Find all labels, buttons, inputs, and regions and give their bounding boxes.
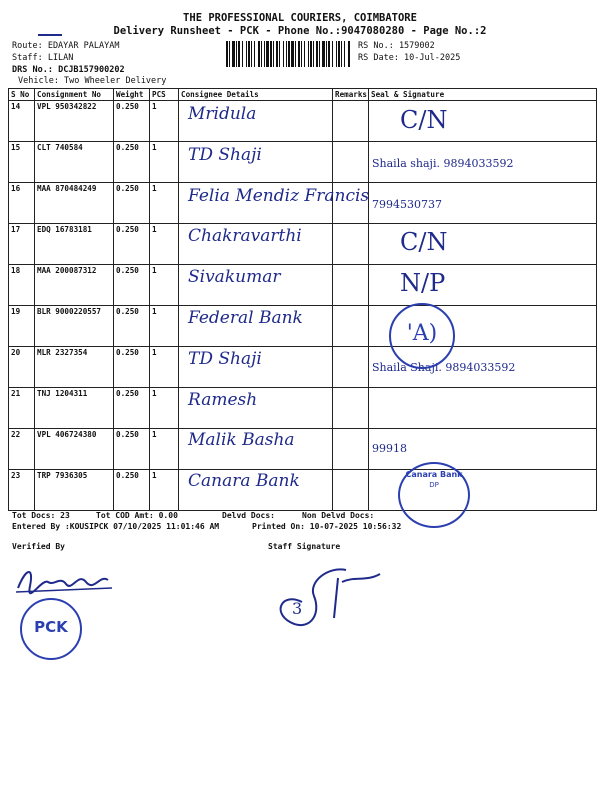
cell-cons: BLR 9000220557: [35, 306, 114, 347]
table-row: [9, 470, 597, 511]
barcode-bar: [348, 41, 350, 67]
barcode-bar: [308, 41, 309, 67]
barcode-bar: [310, 41, 312, 67]
drs-value: DCJB157900202: [58, 65, 125, 75]
pck-stamp: [20, 598, 82, 660]
cell-sno: 20: [9, 347, 35, 388]
handwritten-consignee: TD Shaji: [188, 348, 262, 369]
handwritten-seal: 99918: [372, 442, 407, 456]
cell-cons: VPL 950342822: [35, 101, 114, 142]
handwritten-consignee: Federal Bank: [188, 308, 303, 328]
handwritten-seal: C/N: [400, 228, 448, 257]
remarks-cell: [333, 470, 369, 511]
barcode-bar: [336, 41, 337, 67]
cell-weight: 0.250: [114, 183, 150, 224]
barcode-bar: [338, 41, 340, 67]
col-header-consignment: Consignment No: [35, 89, 114, 101]
remarks-cell: [333, 306, 369, 347]
cell-cons: TRP 7936305: [35, 470, 114, 511]
handwritten-consignee: Mridula: [188, 104, 257, 124]
rs-date: RS Date: 10-Jul-2025: [358, 53, 461, 63]
company-name: THE PROFESSIONAL COURIERS, COIMBATORE: [183, 12, 417, 24]
table-row: [9, 101, 597, 142]
handwritten-consignee: Felia Mendiz Francis: [188, 185, 370, 206]
table-header-row: [9, 89, 597, 101]
cell-pcs: 1: [150, 388, 179, 429]
barcode-bar: [229, 41, 230, 67]
cell-sno: 17: [9, 224, 35, 265]
total-cod: Tot COD Amt: 0.00: [96, 511, 178, 520]
cell-sno: 19: [9, 306, 35, 347]
table-row: [9, 429, 597, 470]
cell-weight: 0.250: [114, 388, 150, 429]
cell-sno: 22: [9, 429, 35, 470]
remarks-cell: [333, 388, 369, 429]
handwritten-seal: N/P: [400, 269, 446, 298]
cell-sno: 18: [9, 265, 35, 306]
col-header-sno: S No: [9, 89, 35, 101]
staff-signature: [262, 552, 392, 632]
cell-sno: 15: [9, 142, 35, 183]
barcode-bar: [242, 41, 243, 67]
barcode-bar: [295, 41, 296, 67]
non-delivered-docs: Non Delvd Docs:: [302, 511, 375, 520]
cell-weight: 0.250: [114, 224, 150, 265]
remarks-cell: [333, 347, 369, 388]
col-header-pcs: PCS: [150, 89, 179, 101]
drs-label: DRS No.:: [12, 65, 53, 75]
barcode-bar: [273, 41, 274, 67]
remarks-cell: [333, 265, 369, 306]
col-header-weight: Weight: [114, 89, 150, 101]
federal-bank-seal: [389, 303, 455, 369]
verifier-signature: [12, 558, 122, 598]
table-row: [9, 265, 597, 306]
cell-cons: MAA 870484249: [35, 183, 114, 224]
runsheet-table: [8, 88, 597, 511]
col-header-remarks: Remarks: [333, 89, 369, 101]
barcode-bar: [276, 41, 278, 67]
staff-text: Staff: LILAN: [12, 53, 74, 63]
barcode-bar: [232, 41, 235, 67]
barcode-bar: [238, 41, 240, 67]
delivered-docs: Delvd Docs:: [222, 511, 275, 520]
table-row: [9, 388, 597, 429]
staff-signature-label: Staff Signature: [268, 542, 341, 551]
barcode-bar: [341, 41, 342, 67]
canara-stamp-detail: DP: [429, 481, 439, 489]
canara-bank-stamp: [398, 462, 470, 528]
barcode-bar: [316, 41, 318, 67]
barcode-bar: [326, 41, 327, 67]
barcode-bar: [291, 41, 294, 67]
cell-pcs: 1: [150, 142, 179, 183]
barcode-bar: [304, 41, 305, 67]
barcode-bar: [236, 41, 237, 67]
col-header-seal: Seal & Signature: [369, 89, 597, 101]
handwritten-consignee: Canara Bank: [188, 471, 300, 492]
remarks-cell: [333, 224, 369, 265]
pck-stamp-text: PCK: [34, 618, 68, 636]
barcode-bar: [332, 41, 333, 67]
verified-by-label: Verified By: [12, 542, 65, 551]
barcode-bar: [270, 41, 272, 67]
drs-number: [12, 65, 125, 75]
barcode-bar: [266, 41, 269, 67]
printed-on: Printed On: 10-07-2025 10:56:32: [252, 522, 402, 531]
total-docs: Tot Docs: 23: [12, 511, 70, 520]
barcode-bar: [319, 41, 320, 67]
handwritten-seal: C/N: [400, 106, 448, 134]
barcode-bar: [264, 41, 265, 67]
cell-pcs: 1: [150, 429, 179, 470]
handwritten-consignee: Sivakumar: [188, 267, 281, 288]
handwritten-seal: Shaila shaji. 9894033592: [372, 156, 514, 170]
handwritten-consignee: TD Shaji: [188, 144, 262, 165]
barcode-bar: [251, 41, 252, 67]
barcode-bar: [322, 41, 325, 67]
remarks-cell: [333, 142, 369, 183]
table-row: [9, 224, 597, 265]
cell-weight: 0.250: [114, 429, 150, 470]
handwritten-consignee: Malik Basha: [188, 430, 295, 451]
barcode-bar: [301, 41, 302, 67]
cell-weight: 0.250: [114, 306, 150, 347]
remarks-cell: [333, 101, 369, 142]
cell-sno: 23: [9, 470, 35, 511]
barcode-bar: [283, 41, 284, 67]
barcode-bar: [246, 41, 247, 67]
barcode-bar: [279, 41, 280, 67]
seal-cell: [369, 388, 597, 429]
handwritten-consignee: Chakravarthi: [188, 226, 302, 247]
entered-by: Entered By :KOUSIPCK 07/10/2025 11:01:46 AM: [12, 522, 220, 531]
col-header-consignee: Consignee Details: [179, 89, 333, 101]
cell-cons: TNJ 1204311: [35, 388, 114, 429]
cell-sno: 21: [9, 388, 35, 429]
barcode-bar: [328, 41, 330, 67]
handwritten-seal: 7994530737: [372, 197, 442, 211]
cell-cons: EDQ 16783181: [35, 224, 114, 265]
svg-text:3: 3: [292, 599, 303, 618]
cell-sno: 14: [9, 101, 35, 142]
cell-weight: 0.250: [114, 265, 150, 306]
barcode-bar: [248, 41, 250, 67]
cell-cons: MLR 2327354: [35, 347, 114, 388]
cell-pcs: 1: [150, 470, 179, 511]
canara-stamp-text: Canara Bank: [405, 470, 463, 479]
handwritten-seal: Shaila Shaji. 9894033592: [372, 360, 516, 374]
cell-cons: MAA 200087312: [35, 265, 114, 306]
cell-pcs: 1: [150, 306, 179, 347]
cell-weight: 0.250: [114, 101, 150, 142]
cell-weight: 0.250: [114, 142, 150, 183]
remarks-cell: [333, 429, 369, 470]
barcode-bar: [226, 41, 228, 67]
seal-mark: 'A): [406, 321, 438, 346]
barcode: [226, 41, 352, 67]
barcode-bar: [254, 41, 255, 67]
cell-cons: CLT 740584: [35, 142, 114, 183]
barcode-bar: [313, 41, 314, 67]
barcode-bar: [288, 41, 290, 67]
vehicle-text: Vehicle: Two Wheeler Delivery: [18, 76, 167, 86]
cell-pcs: 1: [150, 265, 179, 306]
cell-weight: 0.250: [114, 470, 150, 511]
rs-number: RS No.: 1579002: [358, 41, 435, 51]
cell-sno: 16: [9, 183, 35, 224]
cell-weight: 0.250: [114, 347, 150, 388]
cell-pcs: 1: [150, 347, 179, 388]
cell-cons: VPL 406724380: [35, 429, 114, 470]
barcode-bar: [286, 41, 287, 67]
cell-pcs: 1: [150, 183, 179, 224]
pen-mark: [38, 34, 62, 36]
cell-pcs: 1: [150, 224, 179, 265]
runsheet-title: Delivery Runsheet - PCK - Phone No.:9047080280 - Page No.:2: [113, 25, 487, 37]
handwritten-consignee: Ramesh: [188, 389, 258, 410]
route-text: Route: EDAYAR PALAYAM: [12, 41, 120, 51]
barcode-bar: [298, 41, 300, 67]
barcode-bar: [344, 41, 345, 67]
cell-pcs: 1: [150, 101, 179, 142]
barcode-bar: [261, 41, 262, 67]
barcode-bar: [258, 41, 260, 67]
